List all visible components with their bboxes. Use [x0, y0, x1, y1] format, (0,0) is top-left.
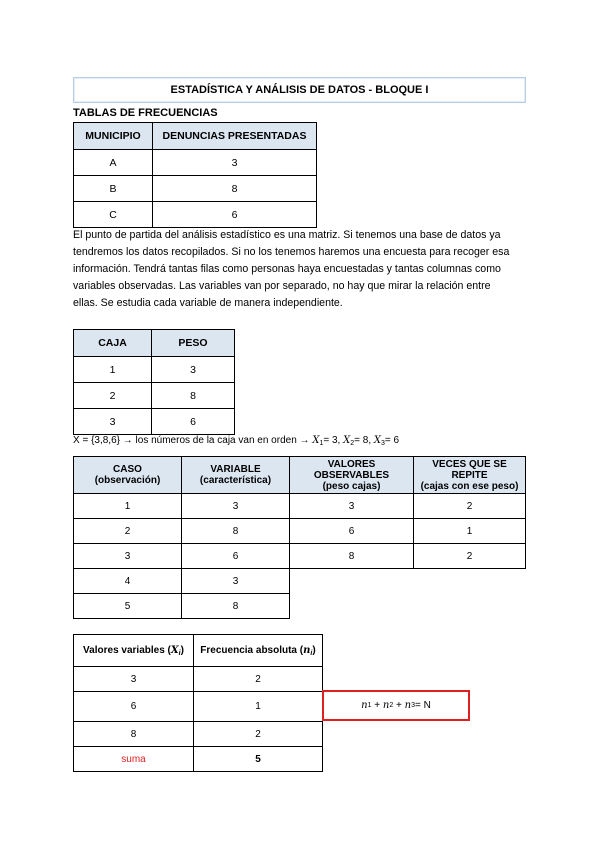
table-row	[74, 692, 323, 722]
formula-box: n 1 + n 2 + n 3 = N	[322, 690, 470, 721]
table-cell: 6	[152, 409, 235, 435]
intro-paragraph	[73, 227, 527, 312]
frequency-table	[73, 634, 323, 772]
table-cell: 3	[74, 667, 194, 692]
table-header: DENUNCIAS PRESENTADAS	[153, 123, 317, 150]
table-row	[74, 383, 235, 409]
table-cell: 2	[194, 722, 323, 747]
table-cell: 1	[74, 357, 152, 383]
table-cell: 8	[182, 594, 290, 619]
formula-rhs: = N	[415, 700, 431, 711]
x-set-prefix: X = {3,8,6} → los números de la caja van en orden →	[73, 435, 310, 446]
table-cell: 8	[152, 383, 235, 409]
section-heading: TABLAS DE FRECUENCIAS	[73, 107, 218, 119]
sum-row	[74, 747, 323, 772]
table-cell: 3	[152, 357, 235, 383]
paragraph-line: tendremos los datos recopilados. Si no los tenemos haremos una encuesta para recoger esa	[73, 246, 510, 258]
table-row	[74, 494, 526, 519]
caja-table	[73, 329, 235, 435]
table-cell: 2	[74, 519, 182, 544]
table-header: PESO	[152, 330, 235, 357]
table-row	[74, 519, 526, 544]
table-cell: 2	[194, 667, 323, 692]
x-set-line: X = {3,8,6} → los números de la caja van en orden → $X_1= 3$, $X_2= 8$, $X_3= 6$	[73, 435, 400, 447]
table-cell: C	[74, 202, 153, 228]
paragraph-line: El punto de partida del análisis estadístico es una matriz. Si tenemos una base de datos ya	[73, 229, 501, 241]
table-cell: 6	[74, 692, 194, 722]
table-cell: 4	[74, 569, 182, 594]
table-cell: 3	[290, 494, 414, 519]
table-row	[74, 544, 526, 569]
table-row	[74, 176, 317, 202]
table-header: MUNICIPIO	[74, 123, 153, 150]
paragraph-line: ellas. Se estudia cada variable de manera independiente.	[73, 297, 343, 309]
x2-value: = 8,	[354, 435, 372, 446]
x3-value: = 6	[384, 435, 400, 446]
table-cell: 6	[182, 544, 290, 569]
table-row	[74, 569, 526, 594]
document-title	[73, 77, 526, 103]
table-cell: 6	[290, 519, 414, 544]
table-cell: 6	[153, 202, 317, 228]
table-row	[74, 722, 323, 747]
table-header: Valores variables $(X_i)$	[74, 635, 194, 667]
table-cell: B	[74, 176, 153, 202]
table-header: VARIABLE (característica)	[182, 457, 290, 494]
sum-value: 5	[194, 747, 323, 772]
table-row	[74, 594, 526, 619]
table-cell: 3	[182, 569, 290, 594]
table-header: Frecuencia absoluta $(n_i)$	[194, 635, 323, 667]
municipio-table	[73, 122, 317, 228]
table-header: CASO (observación)	[74, 457, 182, 494]
table-cell: 1	[194, 692, 323, 722]
table-cell: 8	[182, 519, 290, 544]
sum-label: suma	[74, 747, 194, 772]
paragraph-line: información. Tendrá tantas filas como personas haya encuestadas y tantas columnas como	[73, 263, 501, 275]
table-row	[74, 409, 235, 435]
table-cell: 2	[414, 544, 526, 569]
table-cell: 2	[74, 383, 152, 409]
table-row	[74, 202, 317, 228]
table-cell: 2	[414, 494, 526, 519]
table-row	[74, 357, 235, 383]
table-cell: 8	[290, 544, 414, 569]
table-header: VECES QUE SE REPITE (cajas con ese peso)	[414, 457, 526, 494]
observation-table	[73, 456, 526, 619]
table-cell: 3	[74, 409, 152, 435]
table-cell: 8	[74, 722, 194, 747]
table-cell: 3	[153, 150, 317, 176]
table-row	[74, 150, 317, 176]
document-title-text: ESTADÍSTICA Y ANÁLISIS DE DATOS - BLOQUE I	[170, 84, 429, 96]
table-cell: 1	[414, 519, 526, 544]
table-cell: A	[74, 150, 153, 176]
table-cell: 3	[182, 494, 290, 519]
table-header: VALORES OBSERVABLES (peso cajas)	[290, 457, 414, 494]
table-cell: 1	[74, 494, 182, 519]
table-header: CAJA	[74, 330, 152, 357]
table-row	[74, 667, 323, 692]
x1-value: = 3,	[323, 435, 341, 446]
paragraph-line: variables observadas. Las variables van por separado, no hay que mirar la relación entre	[73, 280, 491, 292]
table-cell: 3	[74, 544, 182, 569]
table-cell: 5	[74, 594, 182, 619]
table-cell: 8	[153, 176, 317, 202]
